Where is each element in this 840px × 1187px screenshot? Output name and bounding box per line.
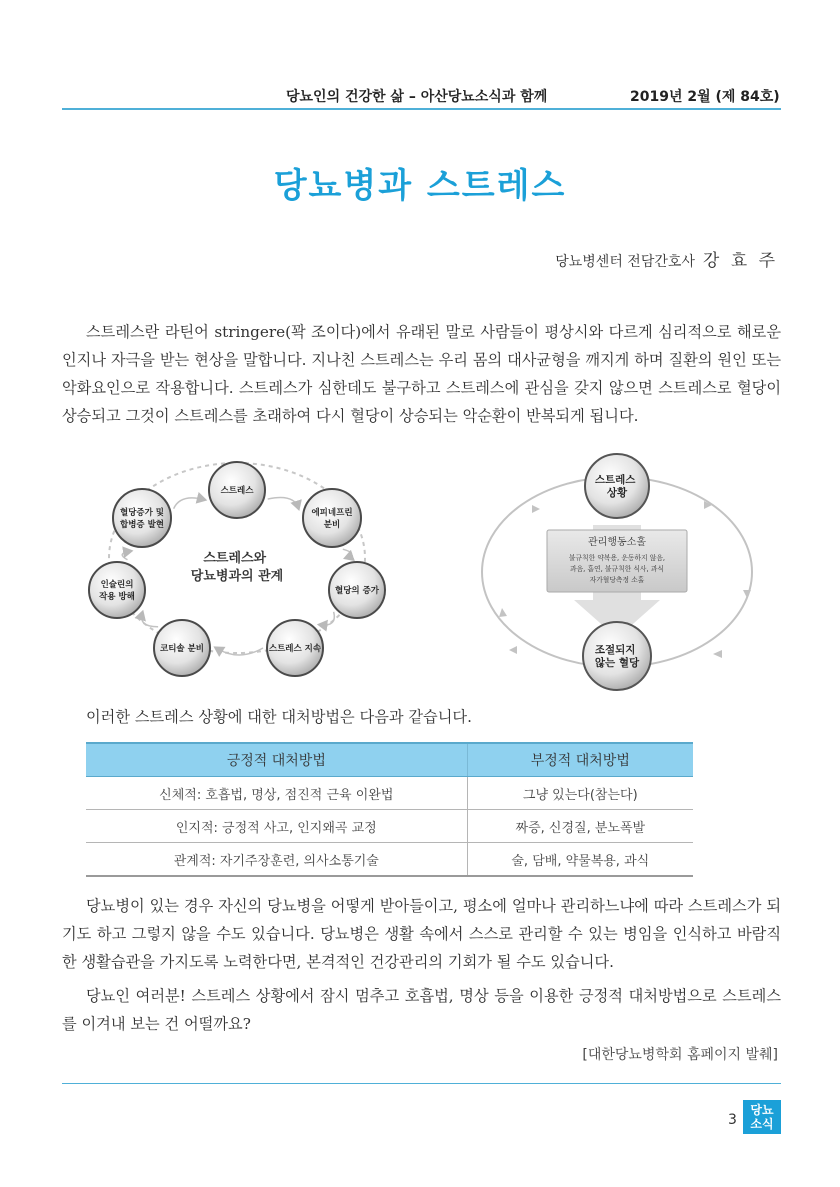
coping-table <box>86 742 693 877</box>
stress-diagrams <box>62 450 781 695</box>
coping-lead-text: 이러한 스트레스 상황에 대한 대처방법은 다음과 같습니다. <box>86 708 472 726</box>
cycle-node-label: 인슐린의 작용 방해 <box>99 580 135 602</box>
table-cell: 인지적: 긍정적 사고, 인지왜곡 교정 <box>86 810 467 843</box>
newsletter-logo <box>743 1100 781 1134</box>
cycle-node-label: 코티솔 분비 <box>159 644 205 654</box>
header-negative: 부정적 대처방법 <box>467 743 693 777</box>
cycle-arrow <box>216 648 263 655</box>
table-cell: 술, 담배, 약물복용, 과식 <box>467 843 693 877</box>
cycle-node-insulin-block <box>89 562 145 618</box>
table-row <box>86 777 693 810</box>
table-row <box>86 843 693 877</box>
neglect-box-title: 관리행동소홀 <box>588 537 646 548</box>
intro-paragraph: 스트레스란 라틴어 stringere(꽉 조이다)에서 유래된 말로 사람들이 평상시와 다르게 심리적으로 해로운 인지나 자극을 받는 현상을 말합니다. 지나친 스트레스는 우리 몸의 대사균형을 깨지게 하며 질환의 원인 또는 악화요인으로 작용합니다. 스트레스가 심한데도 불구하고 스트레스에 관심을 갖지 않으면 스트레스로 혈당이 상승되고 그것이 스트레스를 초래하여 다시 혈당이 상승되는 악순환이 반복되게 됩니다. <box>62 323 781 425</box>
cycle-node-label: 에피네프린 분비 <box>311 508 353 530</box>
logo-line: 당뇨 <box>750 1103 774 1117</box>
cycle-node-label: 혈당증가 및 합병증 발현 <box>119 508 165 530</box>
table-cell: 짜증, 신경질, 분노폭발 <box>467 810 693 843</box>
neglect-box-line: 과음, 흡연, 불규칙한 식사, 과식 <box>570 565 664 573</box>
cycle-node-label: 혈당의 증가 <box>334 586 380 596</box>
body-paragraph-acceptance: 당뇨병이 있는 경우 자신의 당뇨병을 어떻게 받아들이고, 평소에 얼마나 관리하느냐에 따라 스트레스가 되기도 하고 그렇지 않을 수도 있습니다. 당뇨병은 생활 속에서 스스로 관리할 수 있는 병임을 인식하고 바람직한 생활습관을 가지도록 노력한다면, 본격적인 건강관리의 기회가 될 수도 있습니다. <box>62 897 781 971</box>
cycle-node-label: 스트레스 <box>220 486 254 496</box>
table-row <box>86 810 693 843</box>
cycle-center-title: 스트레스와 당뇨병과의 관계 <box>190 551 284 584</box>
loop-arrow-top-left <box>532 505 540 513</box>
cycle-node-epinephrine <box>303 489 361 547</box>
byline <box>555 246 778 271</box>
article-title: 당뇨병과 스트레스 <box>273 166 567 206</box>
loop-diagram <box>482 454 752 690</box>
table-cell: 그냥 있는다(참는다) <box>467 777 693 810</box>
cycle-diagram <box>89 462 385 676</box>
source-citation: [대한당뇨병학회 홈페이지 발췌] <box>582 1047 778 1063</box>
cycle-arrow <box>174 498 205 509</box>
loop-arrow-left <box>499 608 507 617</box>
neglect-box-line: 자가혈당측정 소홀 <box>589 576 645 584</box>
loop-arrow-right <box>743 590 751 598</box>
loop-arrow-bottom-right <box>713 650 722 658</box>
header-issue-date: 2019년 2월 (제 84호) <box>630 89 780 105</box>
header-rule <box>62 108 781 110</box>
cycle-node-complications <box>113 489 171 547</box>
neglect-box-line: 불규칙한 약복용, 운동하지 않음, <box>568 554 666 562</box>
loop-node-bottom-label: 조절되지 않는 혈당 <box>594 644 640 669</box>
author-role: 당뇨병센터 전담간호사 <box>555 254 695 270</box>
loop-node-top-label: 스트레스 상황 <box>594 474 636 499</box>
header-publication: 당뇨인의 건강한 삶 – 아산당뇨소식과 함께 <box>286 89 548 105</box>
cycle-arrow <box>343 549 352 558</box>
table-cell: 신체적: 호흡법, 명상, 점진적 근육 이완법 <box>86 777 467 810</box>
table-header-row <box>86 743 693 777</box>
loop-node-top <box>585 454 649 518</box>
loop-node-bottom <box>583 622 651 690</box>
header-positive: 긍정적 대처방법 <box>86 743 467 777</box>
logo-line: 소식 <box>750 1117 774 1131</box>
author-name: 강 효 주 <box>702 251 778 271</box>
table-cell: 관계적: 자기주장훈련, 의사소통기술 <box>86 843 467 877</box>
page-number: 3 <box>728 1112 737 1128</box>
loop-arrow-bottom-left <box>509 646 517 654</box>
body-paragraph-encouragement: 당뇨인 여러분! 스트레스 상황에서 잠시 멈추고 호흡법, 명상 등을 이용한 긍정적 대처방법으로 스트레스를 이겨내 보는 건 어떨까요? <box>62 987 781 1033</box>
cycle-arrow <box>122 551 130 560</box>
cycle-arrow <box>320 612 335 625</box>
footer-rule <box>62 1083 781 1084</box>
cycle-arrow <box>268 498 299 509</box>
cycle-node-label: 스트레스 지속 <box>268 644 322 654</box>
